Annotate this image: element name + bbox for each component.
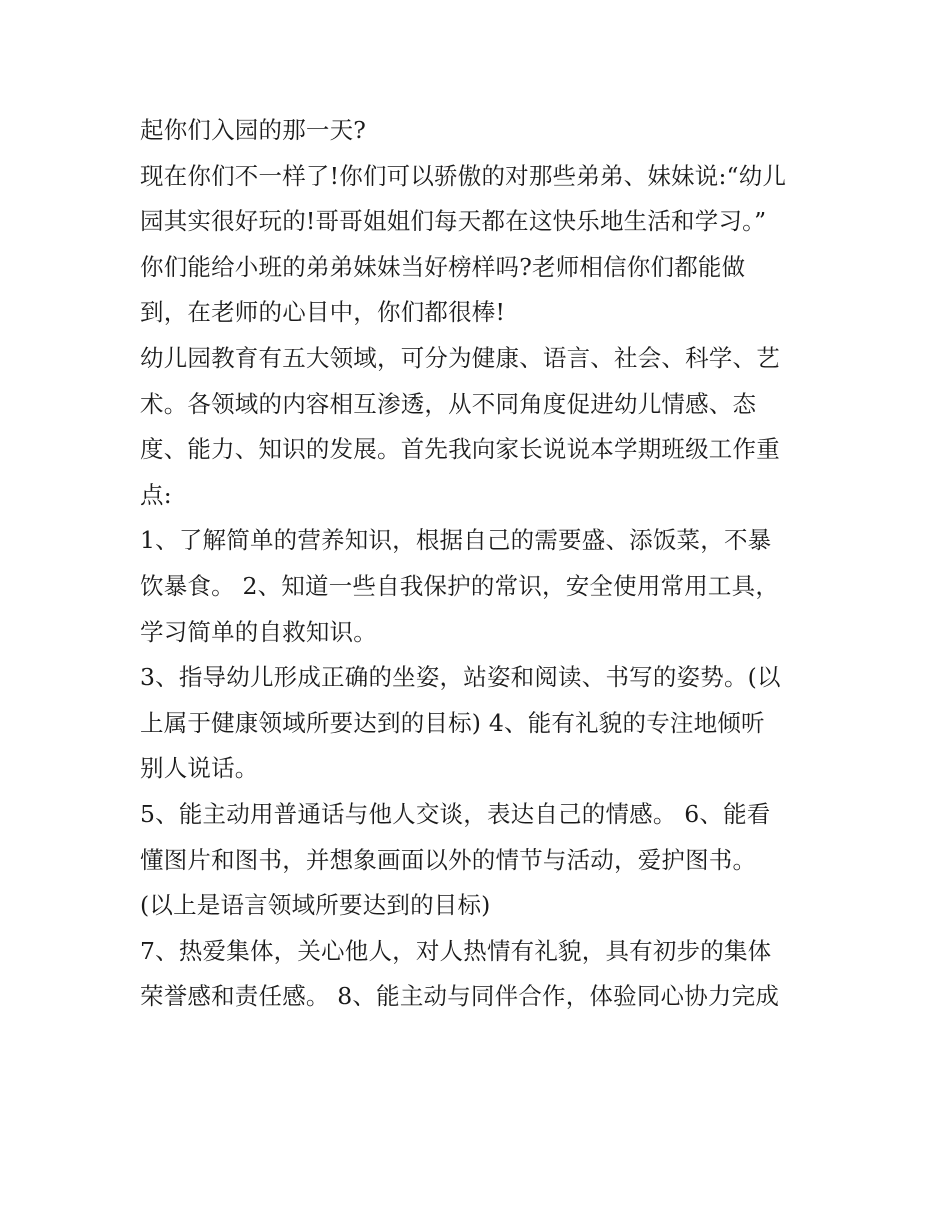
- text-line: 7、热爱集体，关心他人，对人热情有礼貌，具有初步的集体: [140, 936, 772, 965]
- text-line: 饮暴食。 2、知道一些自我保护的常识，安全使用常用工具，: [140, 571, 780, 600]
- text-line: 懂图片和图书，并想象画面以外的情节与活动，爱护图书。: [140, 845, 757, 874]
- text-line: 幼儿园教育有五大领域，可分为健康、语言、社会、科学、艺: [140, 343, 780, 372]
- text-line: 现在你们不一样了!你们可以骄傲的对那些弟弟、妹妹说:“幼儿: [140, 161, 787, 190]
- text-line: (以上是语言领域所要达到的目标): [140, 891, 491, 920]
- text-line: 园其实很好玩的!哥哥姐姐们每天都在这快乐地生活和学习。”: [140, 207, 767, 236]
- text-line: 度、能力、知识的发展。首先我向家长说说本学期班级工作重: [140, 435, 780, 464]
- text-line: 点:: [140, 480, 172, 509]
- text-line: 荣誉感和责任感。 8、能主动与同伴合作，体验同心协力完成: [140, 982, 780, 1011]
- text-line: 学习简单的自救知识。: [140, 617, 377, 646]
- document-body: [140, 108, 820, 1020]
- text-line: 到，在老师的心目中，你们都很棒!: [140, 298, 506, 327]
- text-line: 1、了解简单的营养知识，根据自己的需要盛、添饭菜，不暴: [140, 526, 772, 555]
- text-line: 3、指导幼儿形成正确的坐姿，站姿和阅读、书写的姿势。(以: [140, 663, 781, 692]
- text-line: 起你们入园的那一天?: [140, 116, 367, 144]
- text-line: 你们能给小班的弟弟妹妹当好榜样吗?老师相信你们都能做: [140, 252, 746, 281]
- text-line: 5、能主动用普通话与他人交谈，表达自己的情感。 6、能看: [140, 799, 771, 828]
- text-line: 上属于健康领域所要达到的目标) 4、能有礼貌的专注地倾听: [140, 708, 765, 737]
- text-line: 术。各领域的内容相互渗透，从不同角度促进幼儿情感、态: [140, 389, 757, 418]
- text-line: 别人说话。: [140, 754, 259, 783]
